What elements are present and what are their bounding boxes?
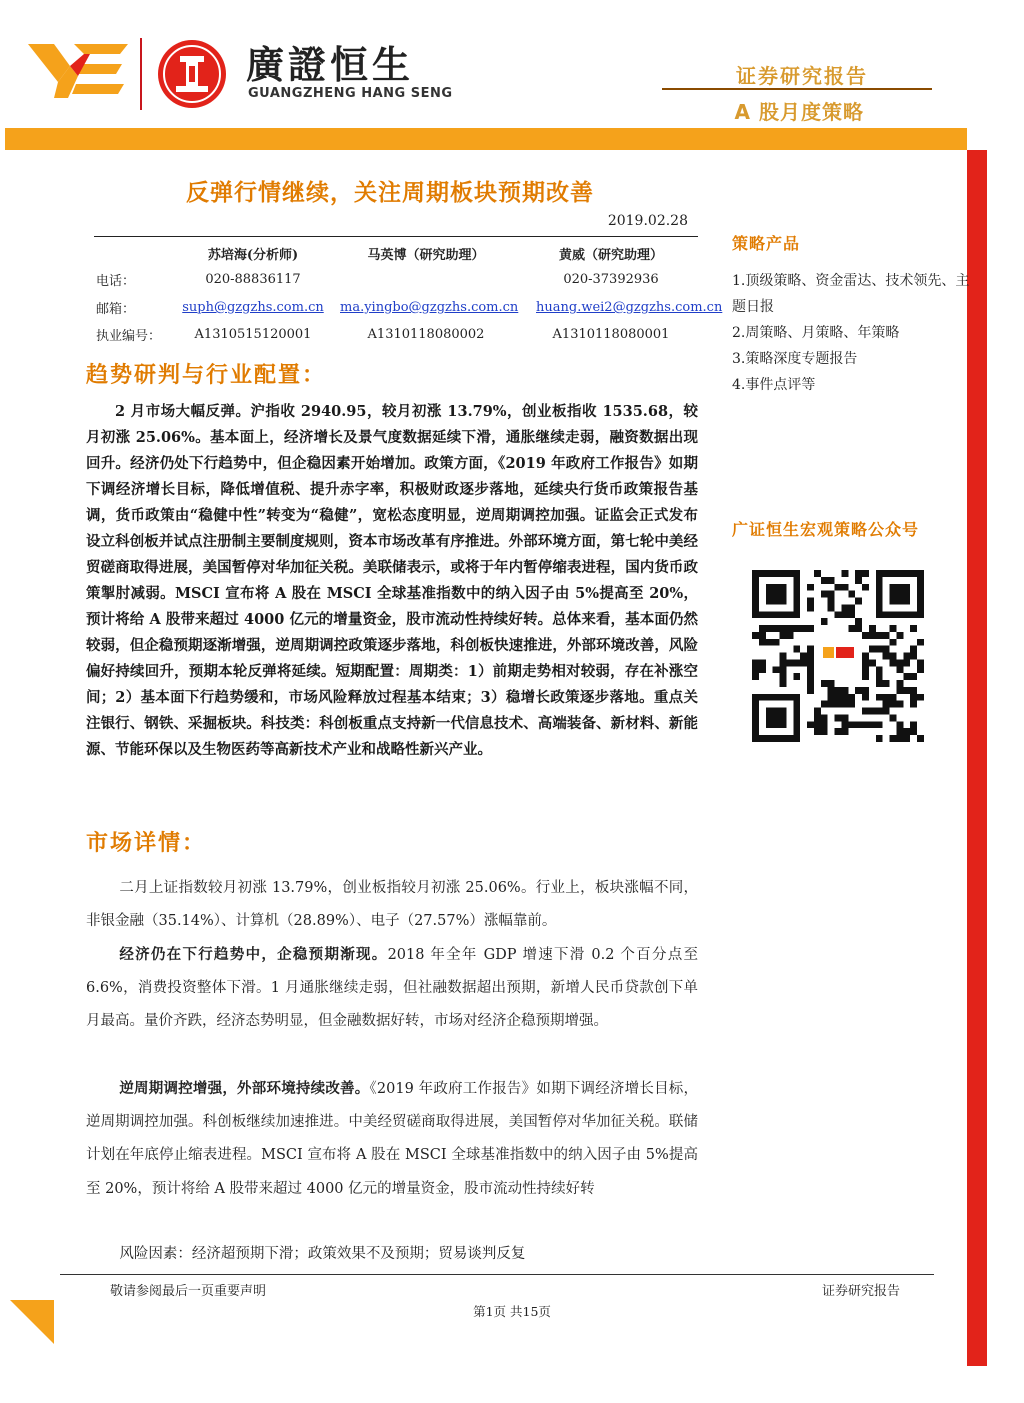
ye-logo-icon (28, 40, 128, 100)
product-item: 1.顶级策略、资金雷达、技术领先、主题日报 (732, 273, 970, 315)
author-email-link[interactable]: ma.yingbo@gzgzhs.com.cn (340, 300, 519, 315)
footer-disclaimer: 敬请参阅最后一页重要声明 (110, 1284, 267, 1299)
seal-logo-icon (156, 38, 228, 110)
author-name: 苏培海(分析师) (207, 248, 299, 263)
economy-body: 2018 年全年 GDP 增速下滑 0.2 个百分点至 6.6%，消费投资整体下滑。1 月通胀继续走弱，但社融数据超出预期，新增人民币贷款创下单月最高。量价齐跌，经济态势明显，但金融数据好转，市场对经济企稳预期增强。 (86, 947, 698, 1030)
trend-paragraph: 2 月市场大幅反弹。沪指收 2940.95，较月初涨 13.79%，创业板指收 1535.68，较月初涨 25.06%。基本面上，经济增长及景气度数据延续下滑，通胀继续走弱，融资数据出现回升。经济仍处下行趋势中，但企稳因素开始增加。政策方面，《2019 年政府工作报告》如期下调经济增长目标，降低增值税、提升赤字率，积极财政逐步落地，延续央行货币政策报告基调，货币政策由“稳健中性”转变为“稳健”，宽松态度明显，逆周期调控加强。证监会正式发布设立科创板并试点注册制主要制度规则，资本市场改革有序推进。外部环境方面，第七轮中美经贸磋商取得进展，美国暂停对华加征关税。美联储表示，或将于年内暂停缩表进程，国内货币政策掣肘减弱。MSCI 宣布将 A 股在 MSCI 全球基准指数中的纳入因子由 5%提高至 20%，预计将给 A 股带来超过 4000 亿元的增量资金，股市流动性持续好转。总体来看，基本面仍然较弱，但企稳预期逐渐增强，逆周期调控政策逐步落地，科创板快速推进，外部环境改善，风险偏好持续回升，预期本轮反弹将延续。短期配置：周期类：1）前期走势相对较弱，存在补涨空间；2）基本面下行趋势缓和，市场风险释放过程基本结束；3）稳增长政策逐步落地。重点关注银行、钢铁、采掘板块。科技类：科创板重点支持新一代信息技术、高端装备、新材料、新能源、节能环保以及生物医药等高新技术产业和战略性新兴产业。 (86, 403, 698, 758)
qr-code-icon[interactable] (752, 570, 924, 742)
author-email-link[interactable]: suph@gzgzhs.com.cn (182, 300, 324, 315)
logo-divider (140, 38, 142, 110)
author-license: A1310118080001 (552, 327, 670, 342)
right-red-bar (967, 150, 987, 1366)
page-number: 第1页 共15页 (473, 1304, 551, 1319)
author-phone: 020-88836117 (205, 272, 301, 287)
phone-label: 电话： (96, 274, 136, 289)
product-item: 3.策略深度专题报告 (732, 351, 858, 367)
footer-rule (60, 1274, 934, 1275)
wechat-heading: 广证恒生宏观策略公众号 (732, 520, 920, 539)
report-subtype: A 股月度策略 (734, 100, 864, 124)
risk-factors: 风险因素：经济超预期下滑；政策效果不及预期；贸易谈判反复 (119, 1246, 526, 1262)
footer-report-label: 证券研究报告 (822, 1284, 901, 1299)
author-name: 马英博（研究助理） (367, 248, 485, 263)
author-phone: 020-37392936 (563, 272, 659, 287)
author-name: 黄威（研究助理） (558, 248, 663, 263)
product-list (732, 268, 970, 398)
header-band (5, 128, 967, 150)
header-rule (662, 88, 932, 90)
author-license: A1310118080002 (367, 327, 485, 342)
license-label: 执业编号： (96, 329, 162, 344)
author-license: A1310515120001 (194, 327, 312, 342)
author-email-link[interactable]: huang.wei2@gzgzhs.com.cn (536, 300, 723, 315)
report-title: 反弹行情继续，关注周期板块预期改善 (186, 179, 594, 206)
section-heading-trend: 趋势研判与行业配置： (86, 362, 327, 388)
policy-body: 《2019 年政府工作报告》如期下调经济增长目标，逆周期调控加强。科创板继续加速推进。中美经贸磋商取得进展，美国暂停对华加征关税。联储计划在年底停止缩表进程。MSCI 宣布将 A 股在 MSCI 全球基准指数中的纳入因子由 5%提高至 20%，预计将给 A 股带来超过 4000 亿元的增量资金，股市流动性持续好转 (86, 1081, 698, 1197)
section-heading-market: 市场详情： (86, 830, 207, 856)
economy-lead: 经济仍在下行趋势中，企稳预期渐现。 (119, 946, 388, 963)
product-item: 4.事件点评等 (732, 377, 816, 393)
product-item: 2.周策略、月策略、年策略 (732, 325, 900, 341)
report-type: 证券研究报告 (736, 64, 868, 88)
footer-triangle-icon (10, 1300, 54, 1344)
policy-lead: 逆周期调控增强，外部环境持续改善。 (119, 1080, 370, 1097)
brand-name-cn: 廣證恒生 (246, 43, 415, 87)
sidebar-heading-products: 策略产品 (732, 234, 801, 253)
market-paragraph: 二月上证指数较月初涨 13.79%，创业板指较月初涨 25.06%。行业上，板块涨幅不同，非银金融（35.14%）、计算机（28.89%）、电子（27.57%）涨幅靠前。 (86, 880, 698, 930)
authors-rule (94, 236, 698, 237)
report-date: 2019.02.28 (607, 213, 688, 229)
policy-paragraph (86, 1072, 698, 1206)
economy-paragraph (86, 938, 698, 1039)
email-label: 邮箱： (96, 302, 136, 317)
brand-name-en: GUANGZHENG HANG SENG (248, 86, 453, 101)
